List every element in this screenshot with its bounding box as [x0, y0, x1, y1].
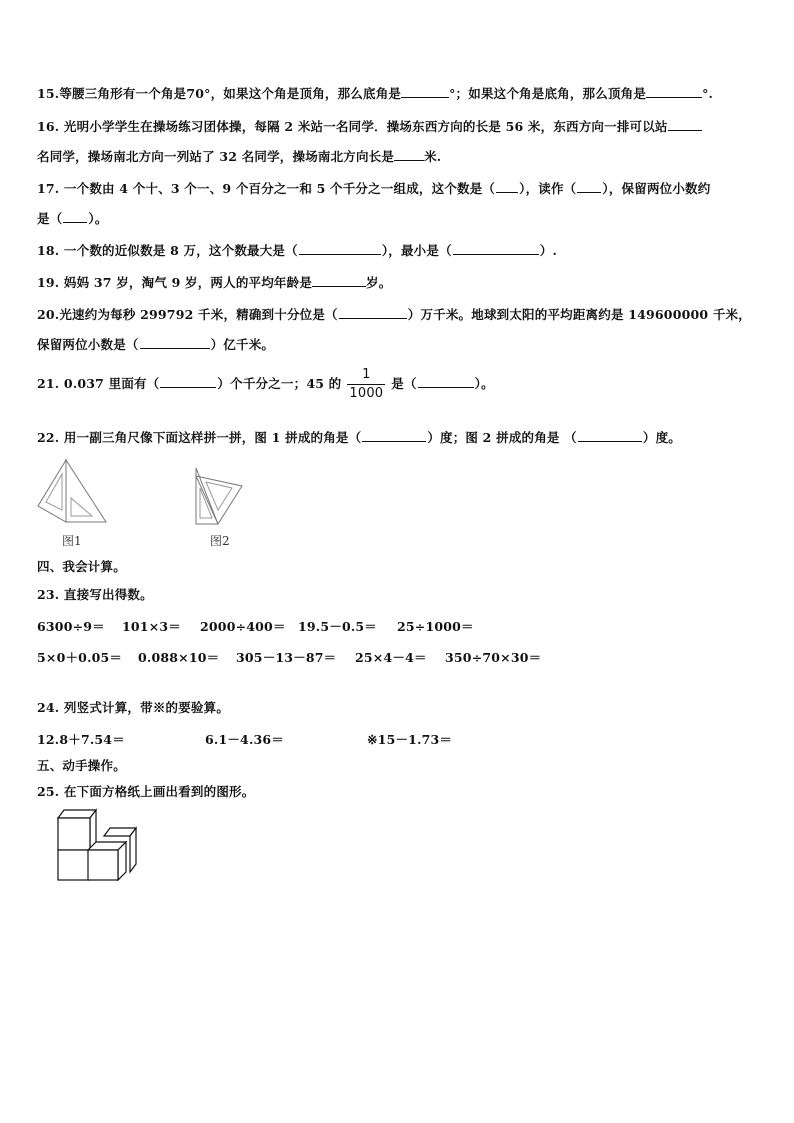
calc-item: 305－13－87＝ [236, 650, 337, 665]
question-number: 21. [37, 376, 60, 391]
question-text: 岁。 [366, 275, 392, 290]
calc-item: 19.5－0.5＝ [298, 619, 377, 634]
vertical-calc-item: ※15－1.73＝ [367, 732, 453, 747]
question-number: 22. [37, 430, 60, 445]
question-text: ）万千米。地球到太阳的平均距离约是 149600000 千米， [407, 307, 751, 322]
section-5-heading: 五、动手操作。 [37, 758, 126, 773]
question-text: ）度；图 2 拼成的角是 （ [427, 430, 577, 445]
calc-item: 25×4－4＝ [355, 650, 427, 665]
question-number: 23. [37, 587, 60, 602]
answer-blank[interactable] [577, 180, 601, 193]
answer-blank[interactable] [496, 180, 518, 193]
figure-2-caption: 图2 [210, 534, 230, 548]
calc-item: 5×0＋0.05＝ [37, 650, 123, 665]
answer-blank[interactable] [418, 375, 474, 388]
question-number: 15. [37, 86, 60, 101]
question-text: 用一副三角尺像下面这样拼一拼，图 1 拼成的角是（ [63, 430, 362, 445]
answer-blank[interactable] [394, 148, 424, 161]
question-text: 保留两位小数是（ [37, 337, 139, 352]
fraction-denominator: 1000 [349, 386, 384, 401]
answer-blank[interactable] [339, 306, 407, 319]
question-number: 18. [37, 243, 60, 258]
question-text: 名同学，操场南北方向一列站了 32 名同学，操场南北方向长是 [37, 149, 395, 164]
question-text: 光明小学学生在操场练习团体操，每隔 2 米站一名同学．操场东西方向的长是 56 米，东西方向一排可以站 [63, 119, 668, 134]
question-text: ），最小是（ [381, 243, 452, 258]
question-number: 17. [37, 181, 60, 196]
answer-blank[interactable] [668, 118, 702, 131]
answer-blank[interactable] [63, 210, 87, 223]
calc-item: 0.088×10＝ [138, 650, 220, 665]
figure-1-triangles [36, 458, 112, 528]
question-text: ）. [539, 243, 558, 258]
answer-blank[interactable] [160, 375, 216, 388]
calc-item: 101×3＝ [122, 619, 181, 634]
question-number: 19. [37, 275, 60, 290]
question-text: ），保留两位小数约 [602, 181, 711, 196]
question-text: °. [702, 86, 714, 101]
question-text: ），读作（ [519, 181, 577, 196]
question-text: °；如果这个角是底角，那么顶角是 [449, 86, 647, 101]
calc-item: 350÷70×30＝ [445, 650, 542, 665]
figure-1-caption: 图1 [62, 534, 82, 548]
answer-blank[interactable] [299, 242, 381, 255]
figure-2-triangles [192, 466, 246, 526]
question-19 [37, 273, 391, 291]
question-text: 一个数由 4 个十、3 个一、9 个百分之一和 5 个千分之一组成，这个数是（ [63, 181, 496, 196]
question-text: 0.037 里面有（ [63, 376, 160, 391]
fraction [347, 366, 385, 403]
question-text: 妈妈 37 岁，淘气 9 岁，两人的平均年龄是 [63, 275, 313, 290]
calc-item: 6300÷9＝ [37, 619, 105, 634]
question-text: 米. [424, 149, 442, 164]
section-4-heading: 四、我会计算。 [37, 559, 126, 574]
question-text: ）。 [88, 211, 108, 226]
calc-item: 2000÷400＝ [200, 619, 286, 634]
question-21 [37, 366, 494, 403]
question-18 [37, 241, 557, 259]
vertical-calc-item: 6.1－4.36＝ [205, 732, 284, 747]
question-text: 一个数的近似数是 8 万，这个数最大是（ [63, 243, 298, 258]
question-text: ）个千分之一；45 的 [217, 376, 342, 391]
vertical-calc-item: 12.8＋7.54＝ [37, 732, 125, 747]
question-20-line2 [37, 335, 274, 353]
question-number: 25. [37, 784, 60, 799]
question-20 [37, 305, 751, 323]
question-number: 20. [37, 307, 60, 322]
answer-blank[interactable] [453, 242, 539, 255]
answer-blank[interactable] [578, 429, 642, 442]
question-text: 光速约为每秒 299792 千米，精确到十分位是（ [59, 307, 338, 322]
question-text: 在下面方格纸上画出看到的图形。 [63, 784, 255, 799]
question-text: 直接写出得数。 [63, 587, 153, 602]
fraction-numerator: 1 [362, 367, 371, 382]
answer-blank[interactable] [312, 274, 366, 287]
question-16 [37, 117, 702, 135]
cube-stack-figure [54, 808, 144, 884]
answer-blank[interactable] [140, 336, 210, 349]
answer-blank[interactable] [646, 85, 702, 98]
answer-blank[interactable] [401, 85, 449, 98]
question-text: ）。 [474, 376, 494, 391]
question-text: ）亿千米。 [210, 337, 275, 352]
question-number: 16. [37, 119, 60, 134]
question-17-line2 [37, 209, 108, 227]
question-25 [37, 782, 254, 800]
answer-blank[interactable] [362, 429, 426, 442]
question-text: 是（ [37, 211, 63, 226]
question-number: 24. [37, 700, 60, 715]
question-text: 列竖式计算，带※的要验算。 [63, 700, 230, 715]
question-24 [37, 698, 229, 716]
question-15 [37, 84, 713, 102]
question-text: 是（ [391, 376, 417, 391]
question-text: 等腰三角形有一个角是70°，如果这个角是顶角，那么底角是 [59, 86, 402, 101]
question-16-line2 [37, 147, 441, 165]
question-22 [37, 428, 681, 446]
question-17 [37, 179, 710, 197]
question-text: ）度。 [642, 430, 681, 445]
question-23 [37, 585, 153, 603]
calc-item: 25÷1000＝ [397, 619, 474, 634]
